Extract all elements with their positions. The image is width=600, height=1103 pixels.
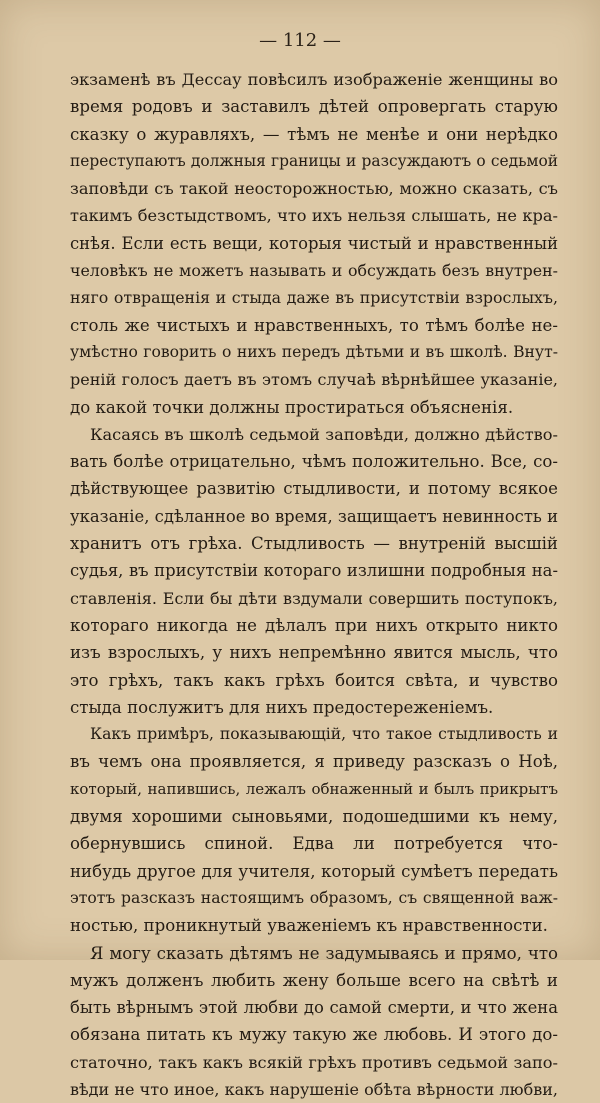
text-line: вѣди не что иное, какъ нарушенiе обѣта вѣрности любви, xyxy=(70,1079,558,1099)
text-line: экзаменѣ въ Дессау повѣсилъ изображенiе женщины во xyxy=(70,70,558,89)
text-line: стыда послужитъ для нихъ предостереженiемъ. xyxy=(70,697,494,717)
text-line: нибудь другое для учителя, который сумѣетъ передать xyxy=(70,861,558,881)
text-line: Касаясь въ школѣ седьмой заповѣди, должно дѣйство- xyxy=(90,424,558,444)
text-line: обернувшись спиной. Едва ли потребуется что- xyxy=(70,834,558,854)
text-line: статочно, такъ какъ всякiй грѣхъ противъ седьмой запо- xyxy=(70,1052,558,1072)
text-line: время родовъ и заставилъ дѣтей опровергать старую xyxy=(70,97,558,117)
text-line: няго отвращенiя и стыда даже въ присутствiи взрослыхъ, xyxy=(70,288,558,308)
text-line: указанiе, сдѣланное во время, защищаетъ невинность и xyxy=(70,506,558,526)
text-line: переступаютъ должныя границы и разсуждаютъ о седьмой xyxy=(70,151,558,170)
body-text xyxy=(70,66,558,1103)
text-line: Какъ примѣръ, показывающiй, что такое стыдливость и xyxy=(90,725,558,744)
text-line: дѣйствующее развитiю стыдливости, и потому всякое xyxy=(70,479,558,499)
text-line: двумя хорошими сыновьями, подошедшими къ нему, xyxy=(70,807,558,827)
text-line: который, напившись, лежалъ обнаженный и былъ прикрытъ xyxy=(70,779,558,798)
page-number: — 112 — xyxy=(259,30,341,51)
text-line: умѣстно говорить о нихъ передъ дѣтьми и въ школѣ. Внут- xyxy=(70,342,558,361)
text-line: до какой точки должны простираться объясненiя. xyxy=(70,397,514,417)
text-line: ренiй голосъ даетъ въ этомъ случаѣ вѣрнѣйшее указанiе, xyxy=(70,370,558,390)
text-line: вать болѣе отрицательно, чѣмъ положительно. Все, со- xyxy=(70,452,558,472)
text-line: заповѣди съ такой неосторожностью, можно сказать, съ xyxy=(70,179,558,199)
text-line: снѣя. Если есть вещи, которыя чистый и нравственный xyxy=(70,233,558,253)
text-line: сказку о журавляхъ, — тѣмъ не менѣе и они нерѣдко xyxy=(70,124,558,144)
text-line: человѣкъ не можетъ называть и обсуждать безъ внутрен- xyxy=(70,261,558,281)
text-line: хранитъ отъ грѣха. Стыдливость — внутренiй высшiй xyxy=(70,534,558,554)
text-line: это грѣхъ, такъ какъ грѣхъ боится свѣта, и чувство xyxy=(70,670,558,690)
text-line: судья, въ присутствiи котораго излишни подробныя на- xyxy=(70,561,558,581)
text-line: мужъ долженъ любить жену больше всего на свѣтѣ и xyxy=(70,970,558,990)
text-line: Я могу сказать дѣтямъ не задумываясь и прямо, что xyxy=(90,943,558,963)
text-line: такимъ безстыдствомъ, что ихъ нельзя слышать, не кра- xyxy=(70,206,558,226)
text-line: ставленiя. Если бы дѣти вздумали совершить поступокъ, xyxy=(70,588,558,608)
text-line: обязана питать къ мужу такую же любовь. И этого до- xyxy=(70,1025,558,1045)
text-line: столь же чистыхъ и нравственныхъ, то тѣмъ болѣе не- xyxy=(70,315,558,335)
text-line: въ чемъ она проявляется, я приведу разсказъ о Ноѣ, xyxy=(70,752,558,772)
text-line: изъ взрослыхъ, у нихъ непремѣнно явится мысль, что xyxy=(70,643,558,663)
text-line: котораго никогда не дѣлалъ при нихъ открыто никто xyxy=(70,615,558,635)
text-line: этотъ разсказъ настоящимъ образомъ, съ священной важ- xyxy=(70,888,558,907)
text-line: быть вѣрнымъ этой любви до самой смерти, и что жена xyxy=(70,998,558,1018)
text-line: ностью, проникнутый уваженiемъ къ нравственности. xyxy=(70,916,548,936)
